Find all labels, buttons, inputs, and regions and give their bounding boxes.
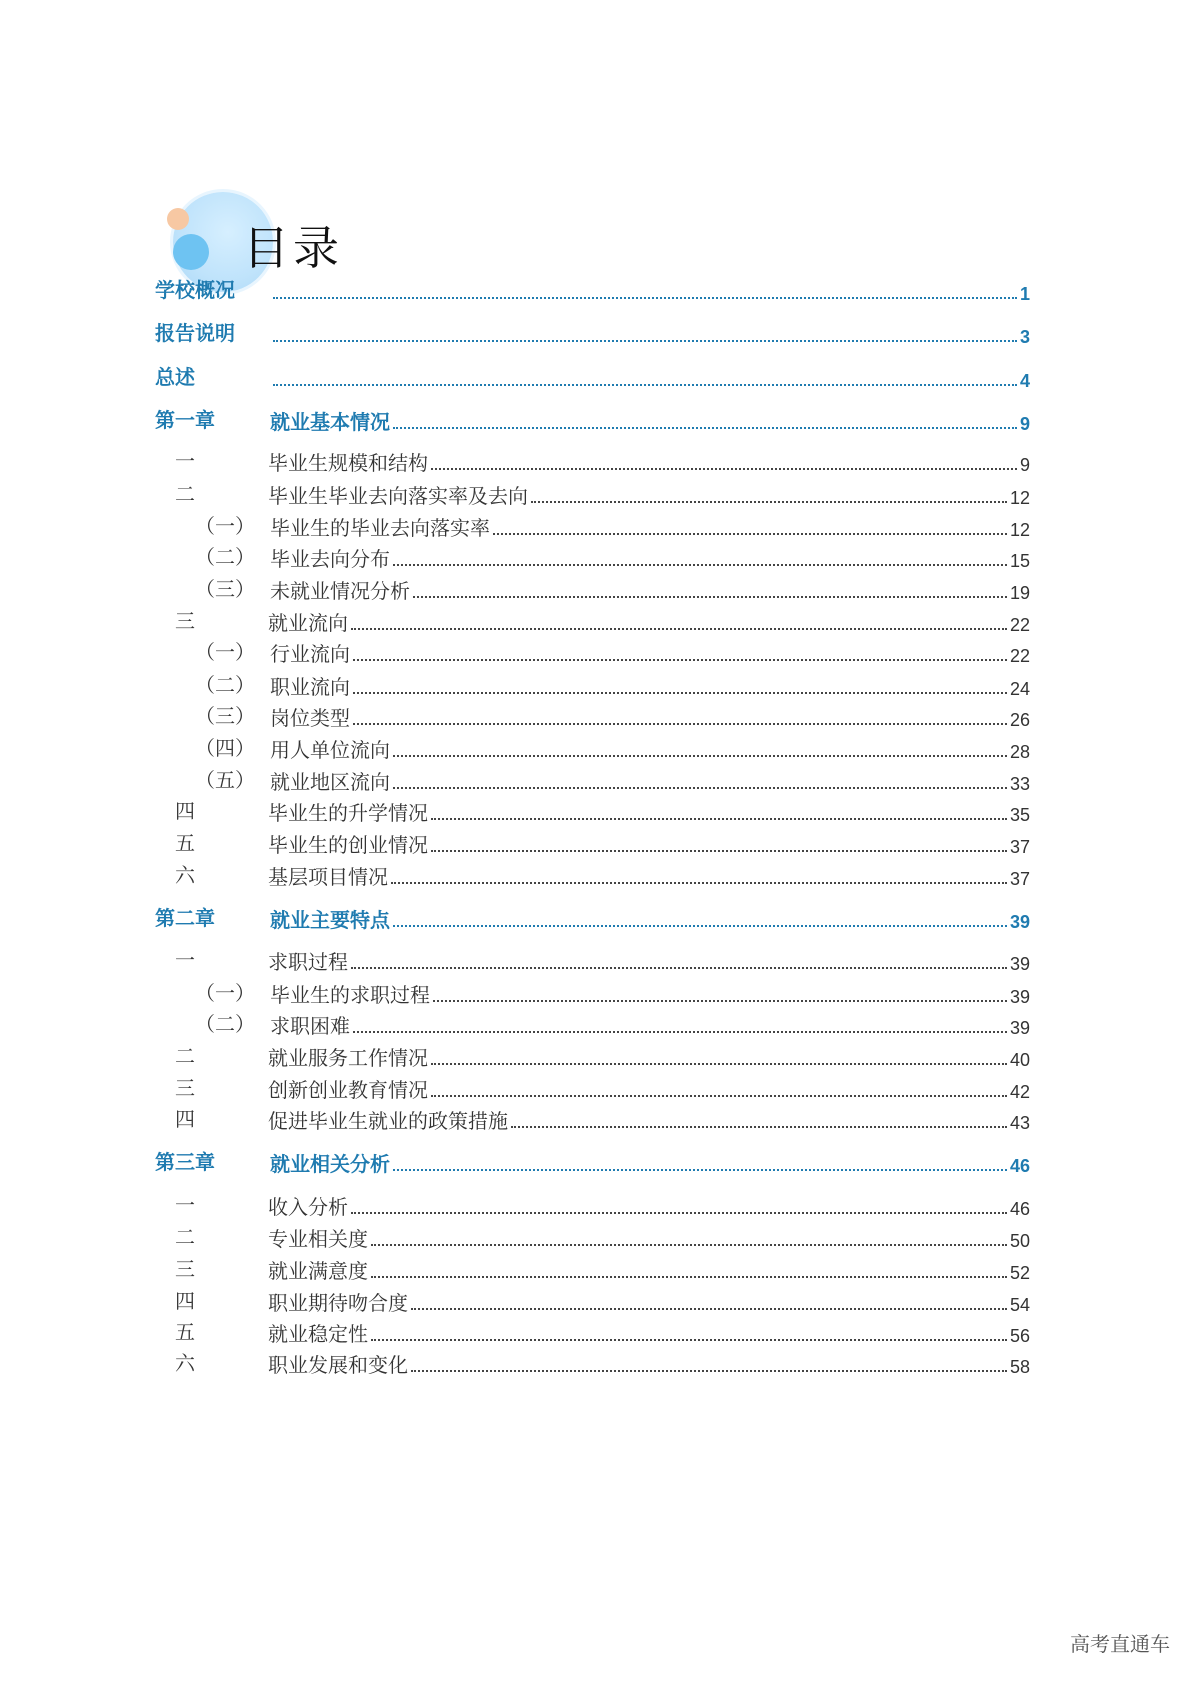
toc-row[interactable]: [0, 637, 1190, 667]
toc-title: 就业主要特点: [270, 908, 390, 932]
toc-page-number: 22: [1009, 615, 1030, 635]
toc-number: 六: [175, 863, 195, 887]
toc-number: 一: [175, 449, 195, 473]
toc-title: 就业满意度: [268, 1259, 368, 1283]
dot-leader: [273, 297, 1017, 299]
toc-title: 求职过程: [268, 950, 348, 974]
toc-page-number: 28: [1009, 742, 1030, 762]
toc-number: 总述: [155, 365, 195, 389]
dot-leader: [411, 1370, 1007, 1372]
toc-title: 就业相关分析: [270, 1152, 390, 1176]
toc-title: 毕业生的升学情况: [268, 801, 428, 825]
toc-row[interactable]: [0, 446, 1190, 476]
dot-leader: [413, 596, 1007, 598]
toc-page-number: 9: [1019, 455, 1030, 475]
dot-leader: [511, 1126, 1007, 1128]
page-title: 目录: [243, 221, 343, 275]
dot-leader: [371, 1244, 1007, 1246]
toc-title: 未就业情况分析: [270, 579, 410, 603]
dot-leader: [371, 1276, 1007, 1278]
toc-title: 求职困难: [270, 1014, 350, 1038]
toc-chapter-row[interactable]: [0, 1147, 1190, 1177]
toc-row[interactable]: [0, 511, 1190, 541]
toc-title: 职业发展和变化: [268, 1353, 408, 1377]
toc-page-number: 43: [1009, 1113, 1030, 1133]
dot-leader: [393, 787, 1007, 789]
toc-page-number: 12: [1009, 520, 1030, 540]
toc-page-number: 40: [1009, 1050, 1030, 1070]
toc-row[interactable]: [0, 796, 1190, 826]
toc-row[interactable]: [0, 1222, 1190, 1252]
toc-number: （二）: [195, 673, 255, 697]
toc-row[interactable]: [0, 1104, 1190, 1134]
toc-number: 一: [175, 948, 195, 972]
dot-leader: [393, 755, 1007, 757]
toc-title: 就业稳定性: [268, 1322, 368, 1346]
toc-page-number: 42: [1009, 1082, 1030, 1102]
toc-number: 四: [175, 1289, 195, 1313]
toc-page-number: 37: [1009, 837, 1030, 857]
toc-row[interactable]: [0, 479, 1190, 509]
dot-leader: [353, 659, 1007, 661]
toc-page-number: 12: [1009, 488, 1030, 508]
toc-title: 创新创业教育情况: [268, 1078, 428, 1102]
toc-number: （三）: [195, 577, 255, 601]
toc-title: 职业流向: [270, 675, 350, 699]
toc-row[interactable]: [0, 574, 1190, 604]
toc-title: 专业相关度: [268, 1227, 368, 1251]
dot-leader: [393, 564, 1007, 566]
toc-number: 三: [175, 1257, 195, 1281]
toc-number: 学校概况: [155, 278, 235, 302]
toc-title: 毕业生毕业去向落实率及去向: [268, 484, 528, 508]
toc-number: 二: [175, 482, 195, 506]
dot-leader: [393, 925, 1007, 927]
toc-number: 报告说明: [155, 321, 235, 345]
toc-title: 职业期待吻合度: [268, 1291, 408, 1315]
toc-page-number: 52: [1009, 1263, 1030, 1283]
toc-number: 六: [175, 1351, 195, 1375]
toc-title: 行业流向: [270, 642, 350, 666]
toc-number: 第三章: [155, 1150, 215, 1174]
toc-title: 就业服务工作情况: [268, 1046, 428, 1070]
dot-leader: [431, 1063, 1007, 1065]
dot-leader: [351, 967, 1007, 969]
toc-chapter-row[interactable]: [0, 318, 1190, 348]
toc-page-number: 9: [1019, 414, 1030, 434]
dot-leader: [411, 1308, 1007, 1310]
toc-chapter-row[interactable]: [0, 275, 1190, 305]
toc-row[interactable]: [0, 978, 1190, 1008]
toc-page-number: 39: [1009, 987, 1030, 1007]
toc-page-number: 39: [1009, 954, 1030, 974]
toc-title: 毕业生的求职过程: [270, 983, 430, 1007]
toc-chapter-row[interactable]: [0, 903, 1190, 933]
dot-leader: [493, 533, 1007, 535]
toc-row[interactable]: [0, 542, 1190, 572]
toc-number: （二）: [195, 545, 255, 569]
toc-page-number: 24: [1009, 679, 1030, 699]
toc-page-number: 39: [1009, 912, 1030, 932]
dot-leader: [433, 1000, 1007, 1002]
toc-title: 就业流向: [268, 611, 348, 635]
toc-number: 五: [175, 831, 195, 855]
toc-page-number: 4: [1019, 371, 1030, 391]
toc-title: 促进毕业生就业的政策措施: [268, 1109, 508, 1133]
toc-page-number: 33: [1009, 774, 1030, 794]
dot-leader: [531, 501, 1007, 503]
toc-title: 岗位类型: [270, 706, 350, 730]
dot-leader: [273, 340, 1017, 342]
toc-page-number: 46: [1009, 1199, 1030, 1219]
toc-number: 一: [175, 1193, 195, 1217]
toc-row[interactable]: [0, 1348, 1190, 1378]
toc-number: （一）: [195, 981, 255, 1005]
toc-row[interactable]: [0, 1073, 1190, 1103]
toc-page-number: 15: [1009, 551, 1030, 571]
dot-leader: [393, 1169, 1007, 1171]
toc-title: 就业基本情况: [270, 410, 390, 434]
toc-number: （一）: [195, 514, 255, 538]
dot-leader: [431, 1095, 1007, 1097]
toc-row[interactable]: [0, 701, 1190, 731]
toc-row[interactable]: [0, 945, 1190, 975]
toc-number: 第一章: [155, 408, 215, 432]
dot-leader: [431, 468, 1017, 470]
toc-number: （一）: [195, 640, 255, 664]
dot-leader: [353, 692, 1007, 694]
toc-row[interactable]: [0, 670, 1190, 700]
watermark-text: 高考直通车: [1070, 1632, 1170, 1656]
toc-title: 用人单位流向: [270, 738, 390, 762]
toc-page-number: 56: [1009, 1326, 1030, 1346]
dot-leader: [431, 818, 1007, 820]
toc-title: 毕业生的毕业去向落实率: [270, 516, 490, 540]
toc-number: 二: [175, 1225, 195, 1249]
dot-leader: [393, 427, 1017, 429]
toc-title: 毕业去向分布: [270, 547, 390, 571]
toc-title: 收入分析: [268, 1195, 348, 1219]
toc-row[interactable]: [0, 860, 1190, 890]
dot-leader: [431, 850, 1007, 852]
toc-title: 基层项目情况: [268, 865, 388, 889]
toc-number: 二: [175, 1044, 195, 1068]
toc-row[interactable]: [0, 606, 1190, 636]
toc-page-number: 54: [1009, 1295, 1030, 1315]
toc-number: （四）: [195, 736, 255, 760]
toc-row[interactable]: [0, 733, 1190, 763]
toc-row[interactable]: [0, 1286, 1190, 1316]
toc-page-number: 50: [1009, 1231, 1030, 1251]
toc-page-number: 35: [1009, 805, 1030, 825]
toc-chapter-row[interactable]: [0, 362, 1190, 392]
toc-number: （三）: [195, 704, 255, 728]
toc-page-number: 3: [1019, 327, 1030, 347]
dot-leader: [371, 1339, 1007, 1341]
toc-row[interactable]: [0, 1317, 1190, 1347]
toc-page-number: 26: [1009, 710, 1030, 730]
toc-number: 四: [175, 799, 195, 823]
toc-row[interactable]: [0, 1254, 1190, 1284]
toc-title: 就业地区流向: [270, 770, 390, 794]
toc-row[interactable]: [0, 1190, 1190, 1220]
dot-leader: [273, 384, 1017, 386]
toc-number: 五: [175, 1320, 195, 1344]
toc-title: 毕业生规模和结构: [268, 451, 428, 475]
toc-page-number: 46: [1009, 1156, 1030, 1176]
dot-leader: [351, 628, 1007, 630]
toc-row[interactable]: [0, 1041, 1190, 1071]
toc-page-number: 1: [1019, 284, 1030, 304]
toc-chapter-row[interactable]: [0, 405, 1190, 435]
toc-row[interactable]: [0, 828, 1190, 858]
dot-leader: [391, 882, 1007, 884]
toc-row[interactable]: [0, 765, 1190, 795]
dot-leader: [353, 723, 1007, 725]
dot-leader: [353, 1031, 1007, 1033]
toc-page-number: 58: [1009, 1357, 1030, 1377]
toc-row[interactable]: [0, 1009, 1190, 1039]
toc-number: 三: [175, 609, 195, 633]
toc-number: （二）: [195, 1012, 255, 1036]
toc-title: 毕业生的创业情况: [268, 833, 428, 857]
toc-number: （五）: [195, 768, 255, 792]
dot-leader: [351, 1212, 1007, 1214]
toc-page-number: 19: [1009, 583, 1030, 603]
toc-number: 第二章: [155, 906, 215, 930]
toc-page-number: 39: [1009, 1018, 1030, 1038]
toc-page-number: 37: [1009, 869, 1030, 889]
toc-page-number: 22: [1009, 646, 1030, 666]
toc-number: 四: [175, 1107, 195, 1131]
toc-number: 三: [175, 1076, 195, 1100]
